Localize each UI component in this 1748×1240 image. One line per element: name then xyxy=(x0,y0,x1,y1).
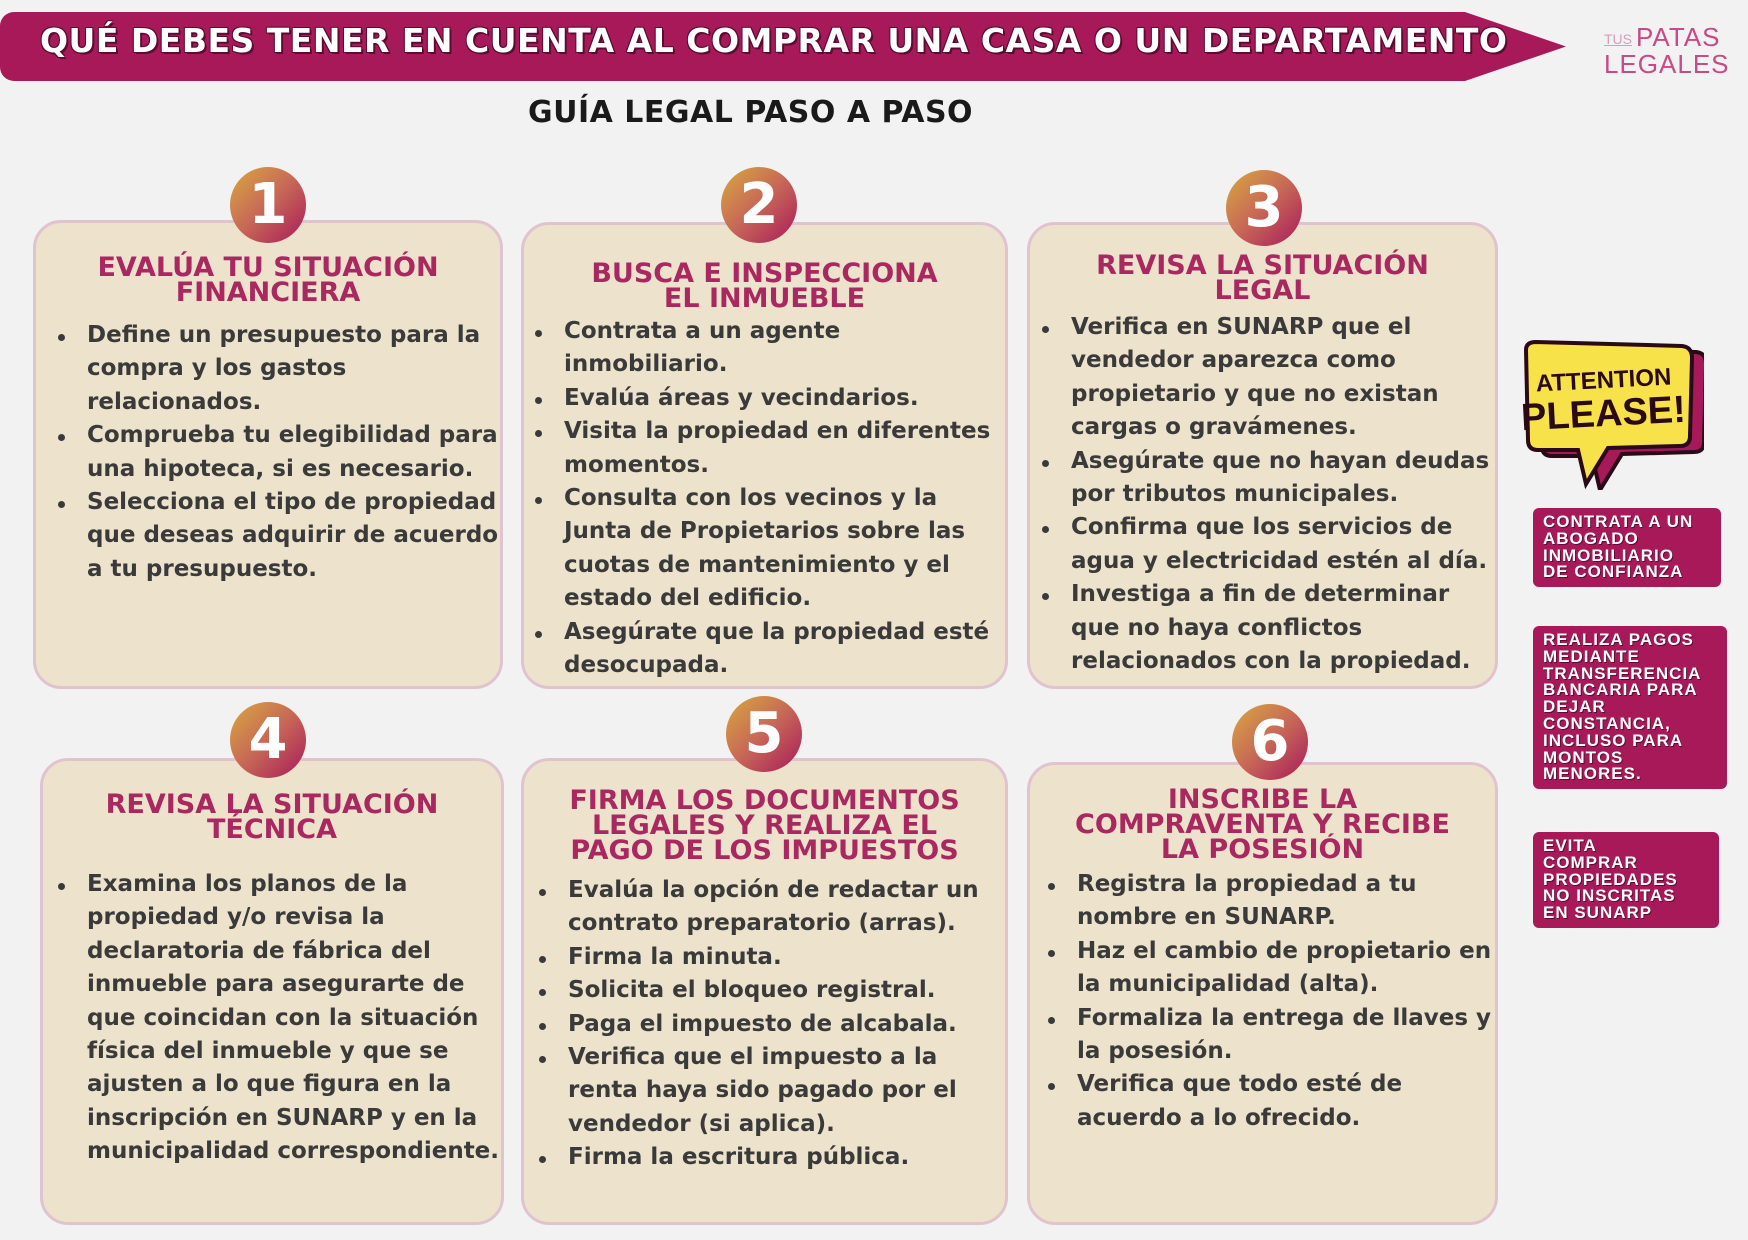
step-list xyxy=(56,868,502,1169)
list-item: Firma la escritura pública. xyxy=(537,1141,1002,1174)
step-card-3 xyxy=(1027,222,1498,689)
step-number-5: 5 xyxy=(726,696,802,772)
logo-big-text: PATAS xyxy=(1636,22,1721,52)
tip-bank-transfer: REALIZA PAGOS MEDIANTE TRANSFERENCIA BANCARIA PARA DEJAR CONSTANCIA, INCLUSO PARA MONTOS MENORES. xyxy=(1533,626,1727,789)
list-item: Registra la propiedad a tu nombre en SUNARP. xyxy=(1046,868,1494,935)
step-list xyxy=(1046,868,1494,1135)
tip-avoid-unregistered: EVITA COMPRAR PROPIEDADES NO INSCRITAS EN SUNARP xyxy=(1533,832,1719,928)
list-item: Evalúa áreas y vecindarios. xyxy=(533,382,1003,415)
step-list xyxy=(533,315,1003,682)
step-list xyxy=(56,319,502,586)
list-item: Verifica que el impuesto a la renta haya sido pagado por el vendedor (si aplica). xyxy=(537,1041,1002,1141)
list-item: Selecciona el tipo de propiedad que deseas adquirir de acuerdo a tu presupuesto. xyxy=(56,486,502,586)
list-item: Solicita el bloqueo registral. xyxy=(537,974,1002,1007)
list-item: Visita la propiedad en diferentes momentos. xyxy=(533,415,1003,482)
step-list xyxy=(537,874,1002,1175)
step-card-6 xyxy=(1027,762,1498,1225)
list-item: Paga el impuesto de alcabala. xyxy=(537,1008,1002,1041)
list-item: Contrata a un agente inmobiliario. xyxy=(533,315,1003,382)
tip-hire-lawyer: CONTRATA A UN ABOGADO INMOBILIARIO DE CONFIANZA xyxy=(1533,508,1721,587)
step-card-4 xyxy=(40,758,504,1225)
list-item: Firma la minuta. xyxy=(537,941,1002,974)
step-title: EVALÚA TU SITUACIÓN FINANCIERA xyxy=(97,252,439,308)
step-number-3: 3 xyxy=(1226,170,1302,246)
step-title: FIRMA LOS DOCUMENTOS LEGALES Y REALIZA EL PAGO DE LOS IMPUESTOS xyxy=(569,785,960,866)
step-card-1 xyxy=(33,220,503,689)
list-item: Verifica que todo esté de acuerdo a lo ofrecido. xyxy=(1046,1068,1494,1135)
attention-please-sticker xyxy=(1520,338,1704,490)
attention-line1: ATTENTION xyxy=(1535,363,1672,398)
list-item: Consulta con los vecinos y la Junta de Propietarios sobre las cuotas de mantenimiento y el estado del edificio. xyxy=(533,482,1003,616)
page-title: QUÉ DEBES TENER EN CUENTA AL COMPRAR UNA CASA O UN DEPARTAMENTO xyxy=(40,21,1508,60)
logo-bottom-text: LEGALES xyxy=(1604,49,1730,79)
list-item: Examina los planos de la propiedad y/o revisa la declaratoria de fábrica del inmueble para asegurarte de que coincidan con la situación física del inmueble y que se ajusten a lo que figura en la inscripción en SUNARP y en la municipalidad correspondiente. xyxy=(56,868,502,1169)
step-number-2: 2 xyxy=(721,167,797,243)
list-item: Investiga a fin de determinar que no haya conflictos relacionados con la propiedad. xyxy=(1040,578,1498,678)
step-card-5 xyxy=(521,758,1008,1225)
logo-small-text: TUS xyxy=(1604,31,1632,47)
step-title: REVISA LA SITUACIÓN LEGAL xyxy=(1096,250,1429,306)
step-title: BUSCA E INSPECCIONA EL INMUEBLE xyxy=(591,258,938,314)
logo xyxy=(1604,22,1730,79)
page-subtitle: GUÍA LEGAL PASO A PASO xyxy=(528,95,974,130)
list-item: Asegúrate que la propiedad esté desocupada. xyxy=(533,616,1003,683)
list-item: Verifica en SUNARP que el vendedor aparezca como propietario y que no existan cargas o gravámenes. xyxy=(1040,311,1498,445)
step-number-6: 6 xyxy=(1232,704,1308,780)
list-item: Comprueba tu elegibilidad para una hipoteca, si es necesario. xyxy=(56,419,502,486)
attention-line2: PLEASE! xyxy=(1520,388,1687,440)
list-item: Evalúa la opción de redactar un contrato preparatorio (arras). xyxy=(537,874,1002,941)
list-item: Formaliza la entrega de llaves y la posesión. xyxy=(1046,1002,1494,1069)
step-number-4: 4 xyxy=(230,702,306,778)
step-number-1: 1 xyxy=(230,167,306,243)
list-item: Define un presupuesto para la compra y los gastos relacionados. xyxy=(56,319,502,419)
step-title: REVISA LA SITUACIÓN TÉCNICA xyxy=(105,789,439,845)
step-card-2 xyxy=(521,222,1008,689)
step-list xyxy=(1040,311,1498,678)
step-title: INSCRIBE LA COMPRAVENTA Y RECIBE LA POSESIÓN xyxy=(1075,784,1450,865)
list-item: Haz el cambio de propietario en la municipalidad (alta). xyxy=(1046,935,1494,1002)
list-item: Confirma que los servicios de agua y electricidad estén al día. xyxy=(1040,511,1498,578)
list-item: Asegúrate que no hayan deudas por tributos municipales. xyxy=(1040,445,1498,512)
